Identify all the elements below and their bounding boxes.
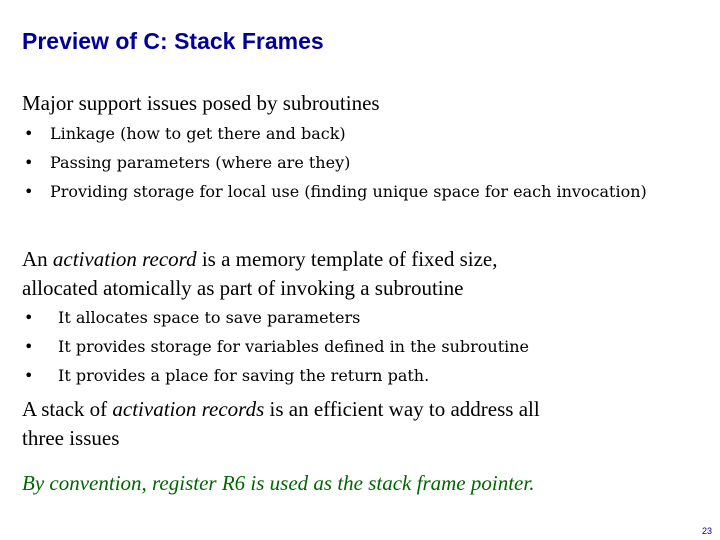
section2-bullet-list (24, 303, 529, 390)
activation-records-term: activation records (112, 397, 265, 421)
bullet-dot-icon: • (24, 308, 34, 327)
bullet-item (24, 361, 529, 390)
bullet-item (24, 177, 647, 206)
section1-heading: Major support issues posed by subroutines (22, 91, 380, 115)
convention-note: By convention, register R6 is used as the stack frame pointer. (22, 471, 535, 495)
section3-line1: A stack of activation records is an efficient way to address all (22, 397, 540, 421)
bullet-text: It provides storage for variables defined in the subroutine (58, 337, 530, 356)
bullet-text: Passing parameters (where are they) (50, 153, 351, 172)
bullet-item (24, 119, 647, 148)
section2-line2: allocated atomically as part of invoking a subroutine (22, 276, 464, 300)
bullet-item (24, 148, 647, 177)
bullet-dot-icon: • (24, 182, 34, 201)
bullet-item (24, 332, 529, 361)
bullet-text: Linkage (how to get there and back) (50, 124, 346, 143)
bullet-item (24, 303, 529, 332)
bullet-dot-icon: • (24, 124, 34, 143)
bullet-dot-icon: • (24, 337, 34, 356)
bullet-dot-icon: • (24, 153, 34, 172)
slide-title: Preview of C: Stack Frames (22, 28, 324, 54)
bullet-dot-icon: • (24, 366, 34, 385)
section2-line1: An activation record is a memory template of fixed size, (22, 247, 498, 271)
section1-bullet-list (24, 119, 647, 206)
bullet-text: It provides a place for saving the return path. (58, 366, 430, 385)
section3-paragraph (22, 395, 540, 453)
page-number: 23 (701, 526, 712, 536)
section2-paragraph (22, 245, 498, 303)
activation-record-term: activation record (52, 247, 197, 271)
bullet-text: It allocates space to save parameters (58, 308, 361, 327)
section3-line2: three issues (22, 426, 120, 450)
bullet-text: Providing storage for local use (finding unique space for each invocation) (50, 182, 647, 201)
